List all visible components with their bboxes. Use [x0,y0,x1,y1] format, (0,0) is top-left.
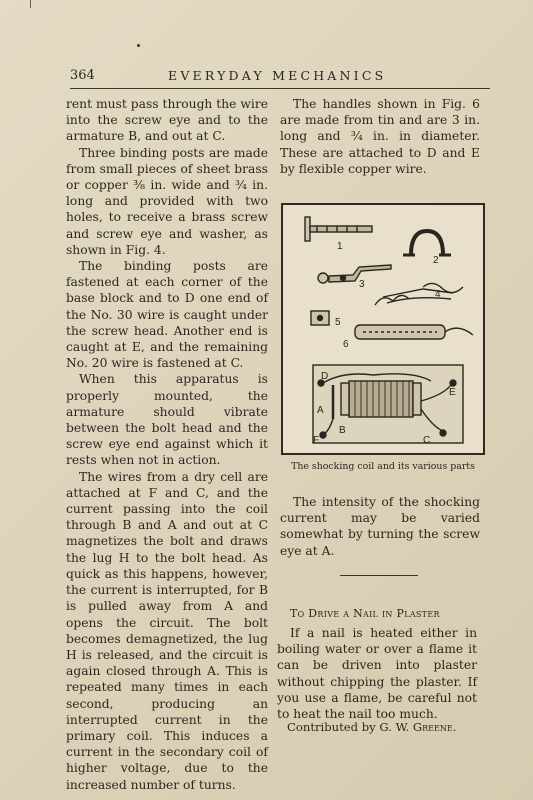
paragraph: Three binding posts are made from small pieces of sheet brass or copper ⅜ in. wide and ¾ in. long and provided with two holes, to receive a brass screw and screw eye and washer, as shown in Fig. 4. [66,145,268,257]
figure-label-c: C [423,435,431,446]
paragraph: When this apparatus is properly mounted, the armature should vibrate between the bolt head and the screw eye end against which it rests when not in action. [66,372,268,468]
right-column-middle [280,494,480,559]
paragraph: The wires from a dry cell are attached at F and C, and the current passing into the coil through B and A and out at C magnetizes the bolt and draws the lug H to the bolt head. As quick as this happens, however, the current is interrupted, for B is pulled away from A and opens the circuit. The bolt becomes demagnetized, the lug H is released, and the circuit is again closed through A. This is repeated many times in each second, producing an interrupted current in the primary coil. This induces a current in the secondary coil of higher voltage, due to the increased number of turns. [66,469,268,792]
dot-mark [137,44,140,47]
figure-label-e: E [449,387,456,398]
section-title: To Drive a Nail in Plaster [290,607,440,620]
figure-label-a: A [317,405,324,416]
figure-label-6: 6 [343,339,349,350]
figure-label-5: 5 [335,317,341,328]
paragraph: The intensity of the shocking current may be varied somewhat by turning the screw eye at A. [280,495,480,558]
credit-line [287,720,456,734]
coil-illustration [283,205,479,449]
figure-label-b: B [339,425,346,436]
right-column-top [280,96,480,177]
corner-mark [30,0,31,8]
credit-prefix: Contributed by [287,720,376,734]
page-number: 364 [70,68,95,83]
running-head: EVERYDAY MECHANICS [168,68,387,83]
figure-label-d: D [321,371,329,382]
figure-caption: The shocking coil and its various parts [291,461,475,472]
paragraph: The handles shown in Fig. 6 are made from tin and are 3 in. long and ¾ in. in diameter. These are attached to D and E by flexible copper wire. [280,97,480,176]
left-column [66,96,268,793]
paragraph: The binding posts are fastened at each corner of the base block and to D one end of the No. 30 wire is caught under the screw head. Another end is caught at E, and the remaining No. 20 wire is fastened at C. [66,259,268,371]
page-header [70,66,490,89]
figure-label-f: F [313,435,320,446]
paragraph: rent must pass through the wire into the screw eye and to the armature B, and out at C. [66,97,268,144]
figure-label-2: 2 [433,255,439,266]
right-column-bottom [277,625,477,722]
figure-label-4: 4 [435,289,441,300]
figure-label-1: 1 [337,241,343,252]
credit-name: G. W. Greene. [379,720,457,734]
section-divider [340,575,418,576]
paragraph: If a nail is heated either in boiling water or over a flame it can be driven into plaster without chipping the plaster. If you use a flame, be careful not to heat the nail too much. [277,626,477,722]
figure-shocking-coil [281,203,485,455]
figure-label-3: 3 [359,279,365,290]
